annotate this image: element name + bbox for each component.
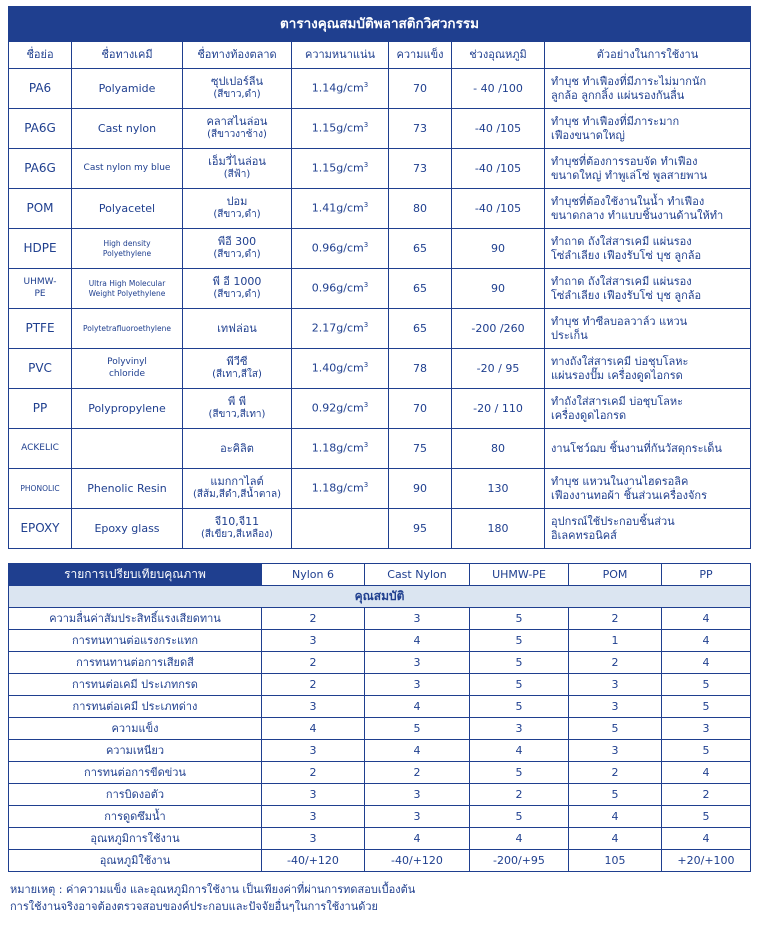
- cell-value: 2: [365, 762, 470, 784]
- cell-trade-name: จี10,จี11 (สีเขียว,สีเหลือง): [183, 509, 292, 549]
- cell-chemical-name: Cast nylon: [72, 109, 183, 149]
- col-abbr: ชื่อย่อ: [9, 42, 72, 69]
- cell-value: -200/+95: [470, 850, 569, 872]
- cell-value: 4: [662, 762, 751, 784]
- cell-abbr: EPOXY: [9, 509, 72, 549]
- cell-property-label: อุณหภูมิการใช้งาน: [9, 828, 262, 850]
- cell-property-label: การทนทานต่อการเสียดสี: [9, 652, 262, 674]
- cell-value: 3: [569, 674, 662, 696]
- cell-usage: ทำบุช ทำซีลบอลวาล์ว แหวน ประเก็น: [545, 309, 751, 349]
- cell-property-label: ความเหนียว: [9, 740, 262, 762]
- cell-value: 3: [262, 806, 365, 828]
- cell-temperature: -20 / 110: [452, 389, 545, 429]
- table-row: [9, 189, 751, 229]
- cell-value: 5: [662, 740, 751, 762]
- cell-value: 5: [470, 674, 569, 696]
- cell-usage: ทำบุชที่ต้องใช้งานในน้ำ ทำเฟือง ขนาดกลาง ทำแบบชิ้นงานด้านให้ทำ: [545, 189, 751, 229]
- cell-usage: ทางถังใส่สารเคมี บ่อชุบโลหะ แผ่นรองปั๊ม เครื่องดูดไอกรด: [545, 349, 751, 389]
- properties-table-header: [9, 42, 751, 69]
- cell-value: 4: [262, 718, 365, 740]
- cell-usage: อุปกรณ์ใช้ประกอบชิ้นส่วน อิเลคทรอนิคส์: [545, 509, 751, 549]
- cell-chemical-name: Polyacetel: [72, 189, 183, 229]
- cell-abbr: UHMW- PE: [9, 269, 72, 309]
- table-row: [9, 850, 751, 872]
- cell-density: $1.40g/cm^3$: [292, 349, 389, 389]
- cell-value: 4: [569, 806, 662, 828]
- cell-value: 4: [365, 630, 470, 652]
- cell-chemical-name: Phenolic Resin: [72, 469, 183, 509]
- cell-value: 5: [662, 674, 751, 696]
- col-density: ความหนาแน่น: [292, 42, 389, 69]
- cell-trade-name: ซุปเปอร์ลีน (สีขาว,ดำ): [183, 69, 292, 109]
- cell-trade-name: เทฟล่อน: [183, 309, 292, 349]
- cell-usage: ทำบุช ทำเฟืองที่มีภาระไม่มากนัก ลูกล้อ ลูกกลิ้ง แผ่นรองกันลื่น: [545, 69, 751, 109]
- cell-value: -40/+120: [262, 850, 365, 872]
- cell-value: 3: [262, 630, 365, 652]
- cell-value: 4: [662, 608, 751, 630]
- cell-chemical-name: Polytetrafluoroethylene: [72, 309, 183, 349]
- table-row: [9, 229, 751, 269]
- cell-hardness: 65: [389, 269, 452, 309]
- cell-value: 2: [262, 608, 365, 630]
- table-header-row: [9, 42, 751, 69]
- col-nylon6: Nylon 6: [262, 564, 365, 586]
- table-spacer: [8, 549, 751, 563]
- cell-property-label: ความลื่นค่าสัมประสิทธิ์แรงเสียดทาน: [9, 608, 262, 630]
- col-trade-name: ชื่อทางท้องตลาด: [183, 42, 292, 69]
- cell-value: 5: [662, 696, 751, 718]
- cell-property-label: การบิดงอตัว: [9, 784, 262, 806]
- cell-value: 3: [262, 740, 365, 762]
- cell-value: 2: [262, 762, 365, 784]
- cell-density: $1.41g/cm^3$: [292, 189, 389, 229]
- cell-usage: ทำบุช ทำเฟืองที่มีภาระมาก เฟืองขนาดใหญ่: [545, 109, 751, 149]
- cell-value: 4: [569, 828, 662, 850]
- cell-temperature: 130: [452, 469, 545, 509]
- cell-property-label: การดูดซึมน้ำ: [9, 806, 262, 828]
- cell-property-label: การทนต่อเคมี ประเภทด่าง: [9, 696, 262, 718]
- cell-temperature: -40 /105: [452, 189, 545, 229]
- cell-usage: ทำถาด ถังใส่สารเคมี แผ่นรอง โซ่ลำเลียง เฟืองรับโซ่ บุช ลูกล้อ: [545, 269, 751, 309]
- col-usage: ตัวอย่างในการใช้งาน: [545, 42, 751, 69]
- table-row: [9, 389, 751, 429]
- cell-chemical-name: Ultra High Molecular Weight Polyethylene: [72, 269, 183, 309]
- cell-abbr: PA6G: [9, 149, 72, 189]
- table-row: [9, 630, 751, 652]
- cell-value: 4: [662, 652, 751, 674]
- col-temperature: ช่วงอุณหภูมิ: [452, 42, 545, 69]
- table-row: [9, 674, 751, 696]
- cell-chemical-name: Polyvinyl chloride: [72, 349, 183, 389]
- properties-table-body: [9, 69, 751, 549]
- cell-value: 3: [365, 806, 470, 828]
- cell-hardness: 70: [389, 69, 452, 109]
- cell-trade-name: เอ็มวี่ไนล่อน (สีฟ้า): [183, 149, 292, 189]
- cell-temperature: 90: [452, 269, 545, 309]
- cell-usage: ทำถังใส่สารเคมี บ่อชุบโลหะ เครื่องดูดไอกรด: [545, 389, 751, 429]
- cell-temperature: -40 /105: [452, 109, 545, 149]
- cell-value: 5: [569, 784, 662, 806]
- col-pp: PP: [662, 564, 751, 586]
- cell-density: $1.18g/cm^3$: [292, 429, 389, 469]
- cell-property-label: การทนต่อเคมี ประเภทกรด: [9, 674, 262, 696]
- cell-value: 5: [365, 718, 470, 740]
- cell-trade-name: แมกกาไลต์ (สีส้ม,สีดำ,สีน้ำตาล): [183, 469, 292, 509]
- cell-hardness: 65: [389, 309, 452, 349]
- table-row: [9, 109, 751, 149]
- cell-abbr: PVC: [9, 349, 72, 389]
- cell-chemical-name: Epoxy glass: [72, 509, 183, 549]
- cell-temperature: -20 / 95: [452, 349, 545, 389]
- cell-abbr: PA6G: [9, 109, 72, 149]
- cell-value: 5: [569, 718, 662, 740]
- cell-temperature: - 40 /100: [452, 69, 545, 109]
- cell-trade-name: ปอม (สีขาว,ดำ): [183, 189, 292, 229]
- cell-temperature: -40 /105: [452, 149, 545, 189]
- table-row: [9, 784, 751, 806]
- cell-temperature: 180: [452, 509, 545, 549]
- cell-chemical-name: [72, 429, 183, 469]
- cell-value: 5: [470, 762, 569, 784]
- footnotes: [8, 881, 751, 915]
- cell-value: 3: [569, 696, 662, 718]
- cell-hardness: 80: [389, 189, 452, 229]
- cell-abbr: PA6: [9, 69, 72, 109]
- table-row: [9, 69, 751, 109]
- properties-table: [8, 41, 751, 549]
- cell-property-label: อุณหภูมิใช้งาน: [9, 850, 262, 872]
- cell-hardness: 90: [389, 469, 452, 509]
- cell-value: 4: [365, 828, 470, 850]
- comparison-table: [8, 563, 751, 872]
- cell-density: [292, 509, 389, 549]
- cell-density: $2.17g/cm^3$: [292, 309, 389, 349]
- cell-value: 3: [365, 652, 470, 674]
- cell-value: 3: [262, 696, 365, 718]
- table-row: [9, 652, 751, 674]
- cell-temperature: 90: [452, 229, 545, 269]
- cell-value: 4: [365, 740, 470, 762]
- cell-value: 5: [470, 652, 569, 674]
- cell-hardness: 65: [389, 229, 452, 269]
- table-row: [9, 696, 751, 718]
- cell-abbr: POM: [9, 189, 72, 229]
- cell-hardness: 73: [389, 109, 452, 149]
- cell-value: 5: [470, 630, 569, 652]
- cell-usage: ทำถาด ถังใส่สารเคมี แผ่นรอง โซ่ลำเลียง เฟืองรับโซ่ บุช ลูกล้อ: [545, 229, 751, 269]
- cell-value: -40/+120: [365, 850, 470, 872]
- cell-property-label: ความแข็ง: [9, 718, 262, 740]
- cell-trade-name: พี อี 1000 (สีขาว,ดำ): [183, 269, 292, 309]
- cell-trade-name: พีวีซี (สีเทา,สีใส): [183, 349, 292, 389]
- cell-density: $0.92g/cm^3$: [292, 389, 389, 429]
- cell-value: 2: [262, 652, 365, 674]
- cell-value: +20/+100: [662, 850, 751, 872]
- comparison-table-header: [9, 564, 751, 608]
- cell-abbr: HDPE: [9, 229, 72, 269]
- cell-density: $1.15g/cm^3$: [292, 149, 389, 189]
- col-cast-nylon: Cast Nylon: [365, 564, 470, 586]
- cell-value: 5: [662, 806, 751, 828]
- cell-hardness: 70: [389, 389, 452, 429]
- table-row: [9, 349, 751, 389]
- cell-hardness: 75: [389, 429, 452, 469]
- cell-value: 4: [662, 630, 751, 652]
- cell-usage: ทำบุช แหวนในงานไฮดรอลิค เฟืองงานทอผ้า ชิ้นส่วนเครื่องจักร: [545, 469, 751, 509]
- cell-value: 4: [365, 696, 470, 718]
- cell-value: 2: [569, 652, 662, 674]
- table-row: [9, 828, 751, 850]
- col-hardness: ความแข็ง: [389, 42, 452, 69]
- cell-temperature: -200 /260: [452, 309, 545, 349]
- cell-density: $1.15g/cm^3$: [292, 109, 389, 149]
- cell-value: 4: [470, 828, 569, 850]
- comparison-header-row: [9, 564, 751, 586]
- col-chemical-name: ชื่อทางเคมี: [72, 42, 183, 69]
- table-row: [9, 718, 751, 740]
- cell-value: 3: [365, 784, 470, 806]
- cell-hardness: 95: [389, 509, 452, 549]
- cell-usage: งานโชว์ฌบ ชิ้นงานที่กันวัสดุกระเด็น: [545, 429, 751, 469]
- footnote-line-2: การใช้งานจริงอาจต้องตรวจสอบของค์ประกอบและปัจจัยอื่นๆในการใช้งานด้วย: [10, 900, 379, 914]
- cell-value: 5: [470, 696, 569, 718]
- table-row: [9, 740, 751, 762]
- cell-value: 3: [470, 718, 569, 740]
- cell-value: 3: [365, 674, 470, 696]
- cell-density: $1.18g/cm^3$: [292, 469, 389, 509]
- comparison-title: รายการเปรียบเทียบคุณภาพ: [9, 564, 262, 586]
- comparison-band-row: [9, 586, 751, 608]
- cell-value: 5: [470, 806, 569, 828]
- footnote-line-1: หมายเหตุ : ค่าความแข็ง และอุณหภูมิการใช้งาน เป็นเพียงค่าที่ผ่านการทดสอบเบื้องต้น: [10, 883, 416, 896]
- cell-density: $0.96g/cm^3$: [292, 229, 389, 269]
- cell-abbr: ACKELIC: [9, 429, 72, 469]
- table-row: [9, 806, 751, 828]
- cell-value: 4: [662, 828, 751, 850]
- cell-value: 1: [569, 630, 662, 652]
- cell-density: $1.14g/cm^3$: [292, 69, 389, 109]
- cell-trade-name: พีอี 300 (สีขาว,ดำ): [183, 229, 292, 269]
- cell-abbr: PTFE: [9, 309, 72, 349]
- cell-chemical-name: Polypropylene: [72, 389, 183, 429]
- cell-usage: ทำบุชที่ต้องการรอบจัด ทำเฟือง ขนาดใหญ่ ทำพูเล่โซ่ พูลสายพาน: [545, 149, 751, 189]
- cell-trade-name: อะคิลิต: [183, 429, 292, 469]
- table-row: [9, 509, 751, 549]
- cell-temperature: 80: [452, 429, 545, 469]
- cell-value: 105: [569, 850, 662, 872]
- cell-trade-name: คลาสไนล่อน (สีขาวงาช้าง): [183, 109, 292, 149]
- cell-property-label: การทนทานต่อแรงกระแทก: [9, 630, 262, 652]
- cell-value: 3: [662, 718, 751, 740]
- cell-value: 5: [470, 608, 569, 630]
- cell-value: 2: [662, 784, 751, 806]
- cell-value: 2: [470, 784, 569, 806]
- cell-density: $0.96g/cm^3$: [292, 269, 389, 309]
- cell-chemical-name: Polyamide: [72, 69, 183, 109]
- table-row: [9, 762, 751, 784]
- cell-abbr: PHONOLIC: [9, 469, 72, 509]
- table-row: [9, 608, 751, 630]
- cell-value: 3: [365, 608, 470, 630]
- table-row: [9, 149, 751, 189]
- cell-value: 2: [569, 608, 662, 630]
- cell-value: 3: [262, 784, 365, 806]
- cell-trade-name: พี พี (สีขาว,สีเทา): [183, 389, 292, 429]
- table-row: [9, 269, 751, 309]
- cell-chemical-name: High density Polyethylene: [72, 229, 183, 269]
- comparison-band-label: คุณสมบัติ: [9, 586, 751, 608]
- page-title: ตารางคุณสมบัติพลาสติกวิศวกรรม: [8, 6, 751, 41]
- cell-hardness: 73: [389, 149, 452, 189]
- table-row: [9, 429, 751, 469]
- cell-hardness: 78: [389, 349, 452, 389]
- col-pom: POM: [569, 564, 662, 586]
- cell-value: 2: [262, 674, 365, 696]
- table-row: [9, 469, 751, 509]
- cell-value: 3: [262, 828, 365, 850]
- cell-value: 3: [569, 740, 662, 762]
- cell-value: 4: [470, 740, 569, 762]
- cell-value: 2: [569, 762, 662, 784]
- table-row: [9, 309, 751, 349]
- cell-chemical-name: Cast nylon my blue: [72, 149, 183, 189]
- col-uhmwpe: UHMW-PE: [470, 564, 569, 586]
- comparison-table-body: [9, 608, 751, 872]
- cell-abbr: PP: [9, 389, 72, 429]
- cell-property-label: การทนต่อการขีดข่วน: [9, 762, 262, 784]
